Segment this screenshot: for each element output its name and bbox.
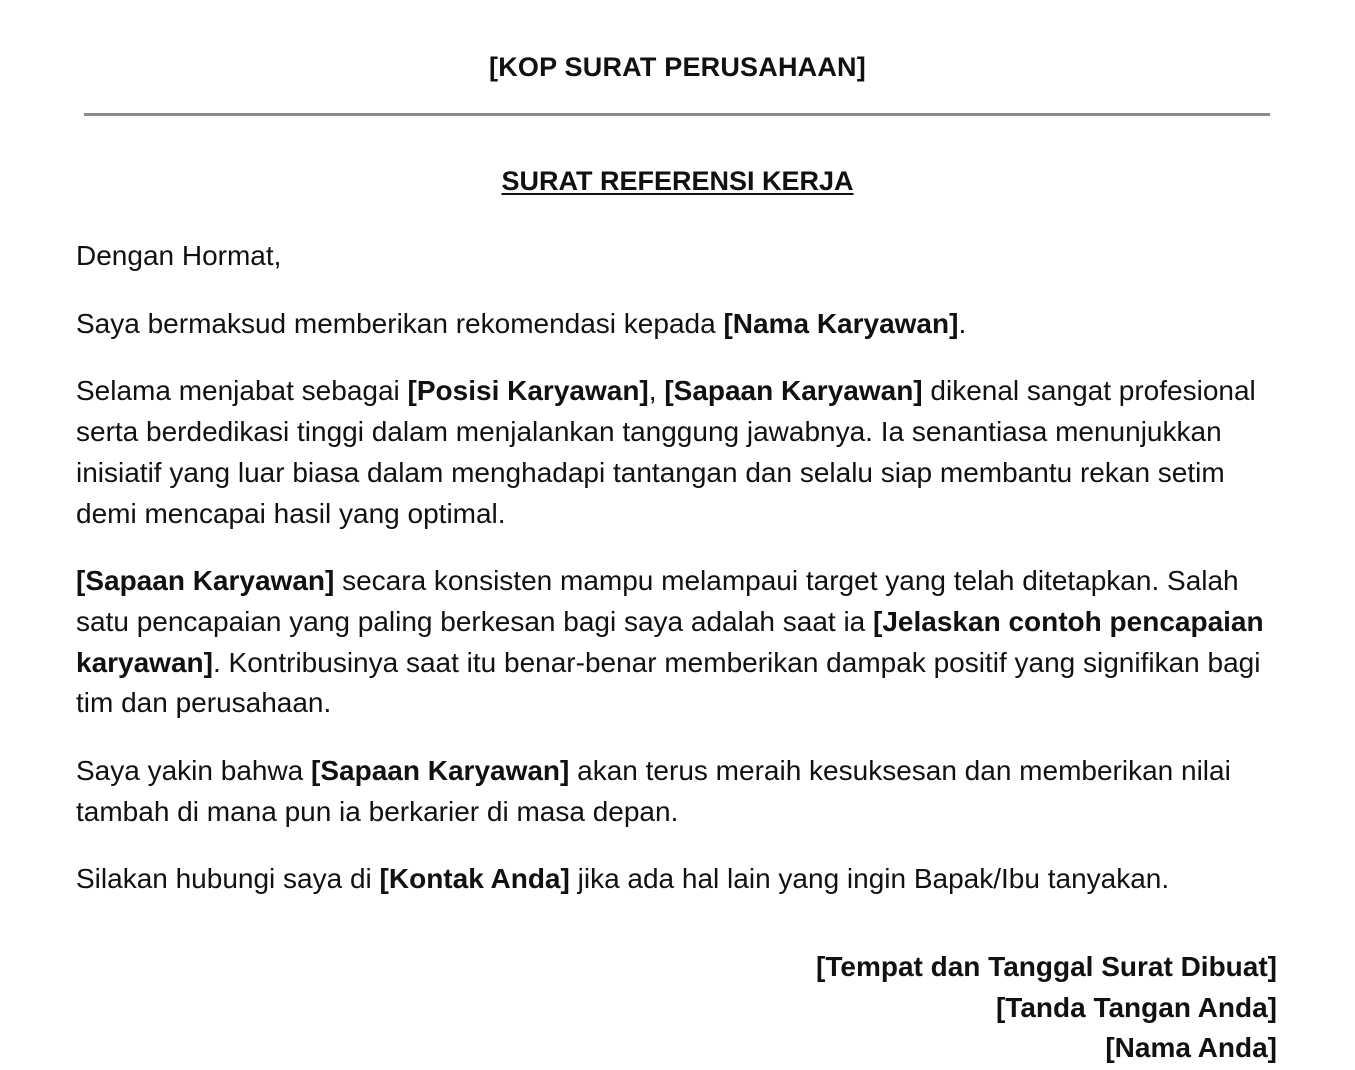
placeholder-employee-salutation: [Sapaan Karyawan] bbox=[76, 565, 335, 597]
paragraph-contact bbox=[76, 859, 1286, 900]
text: Saya bermaksud memberikan rekomendasi kepada bbox=[76, 307, 724, 339]
paragraph-confidence bbox=[76, 751, 1286, 832]
text: jika ada hal lain yang ingin Bapak/Ibu tanyakan. bbox=[569, 863, 1170, 895]
text: Selama menjabat sebagai bbox=[76, 375, 408, 407]
placeholder-contact: [Kontak Anda] bbox=[379, 863, 570, 895]
letterhead-divider bbox=[84, 113, 1270, 116]
greeting: Dengan Hormat, bbox=[76, 240, 282, 271]
placeholder-employee-salutation: [Sapaan Karyawan] bbox=[311, 755, 570, 787]
document-title: SURAT REFERENSI KERJA bbox=[501, 166, 854, 196]
paragraph-recommendation bbox=[76, 304, 1286, 345]
placeholder-employee-name: [Nama Karyawan] bbox=[723, 307, 959, 339]
text: . bbox=[958, 307, 967, 339]
text: secara konsisten mampu melampaui target yang telah ditetapkan. Salah satu pencapaian yang paling berkesan bagi saya adalah saat ia bbox=[76, 565, 1239, 637]
letter-body bbox=[76, 236, 1286, 927]
text: Saya yakin bahwa bbox=[76, 755, 312, 787]
signature-block bbox=[816, 947, 1277, 1069]
text: Silakan hubungi saya di bbox=[76, 863, 380, 895]
signature-place-date: [Tempat dan Tanggal Surat Dibuat] bbox=[816, 951, 1277, 982]
placeholder-employee-position: [Posisi Karyawan] bbox=[407, 375, 649, 407]
letterhead: [KOP SURAT PERUSAHAAN] bbox=[489, 52, 866, 82]
signature-sign: [Tanda Tangan Anda] bbox=[995, 991, 1277, 1023]
placeholder-employee-salutation: [Sapaan Karyawan] bbox=[664, 375, 923, 407]
paragraph-achievement bbox=[76, 561, 1286, 724]
text: dikenal sangat profesional serta berdedikasi tinggi dalam menjalankan tanggung jawabnya. Ia senantiasa menunjukkan inisiatif yang luar biasa dalam menghadapi tantangan dan selalu siap membantu rekan setim demi mencapai hasil yang optimal. bbox=[76, 375, 1256, 529]
placeholder-achievement-example: [Jelaskan contoh pencapaian karyawan] bbox=[76, 605, 1264, 678]
signature-name: [Nama Anda] bbox=[1105, 1032, 1277, 1064]
text: akan terus meraih kesuksesan dan memberikan nilai tambah di mana pun ia berkarier di masa depan. bbox=[76, 755, 1231, 827]
text: . Kontribusinya saat itu benar-benar memberikan dampak positif yang signifikan bagi tim dan perusahaan. bbox=[76, 646, 1261, 719]
paragraph-position bbox=[76, 371, 1286, 534]
text: , bbox=[648, 375, 665, 407]
